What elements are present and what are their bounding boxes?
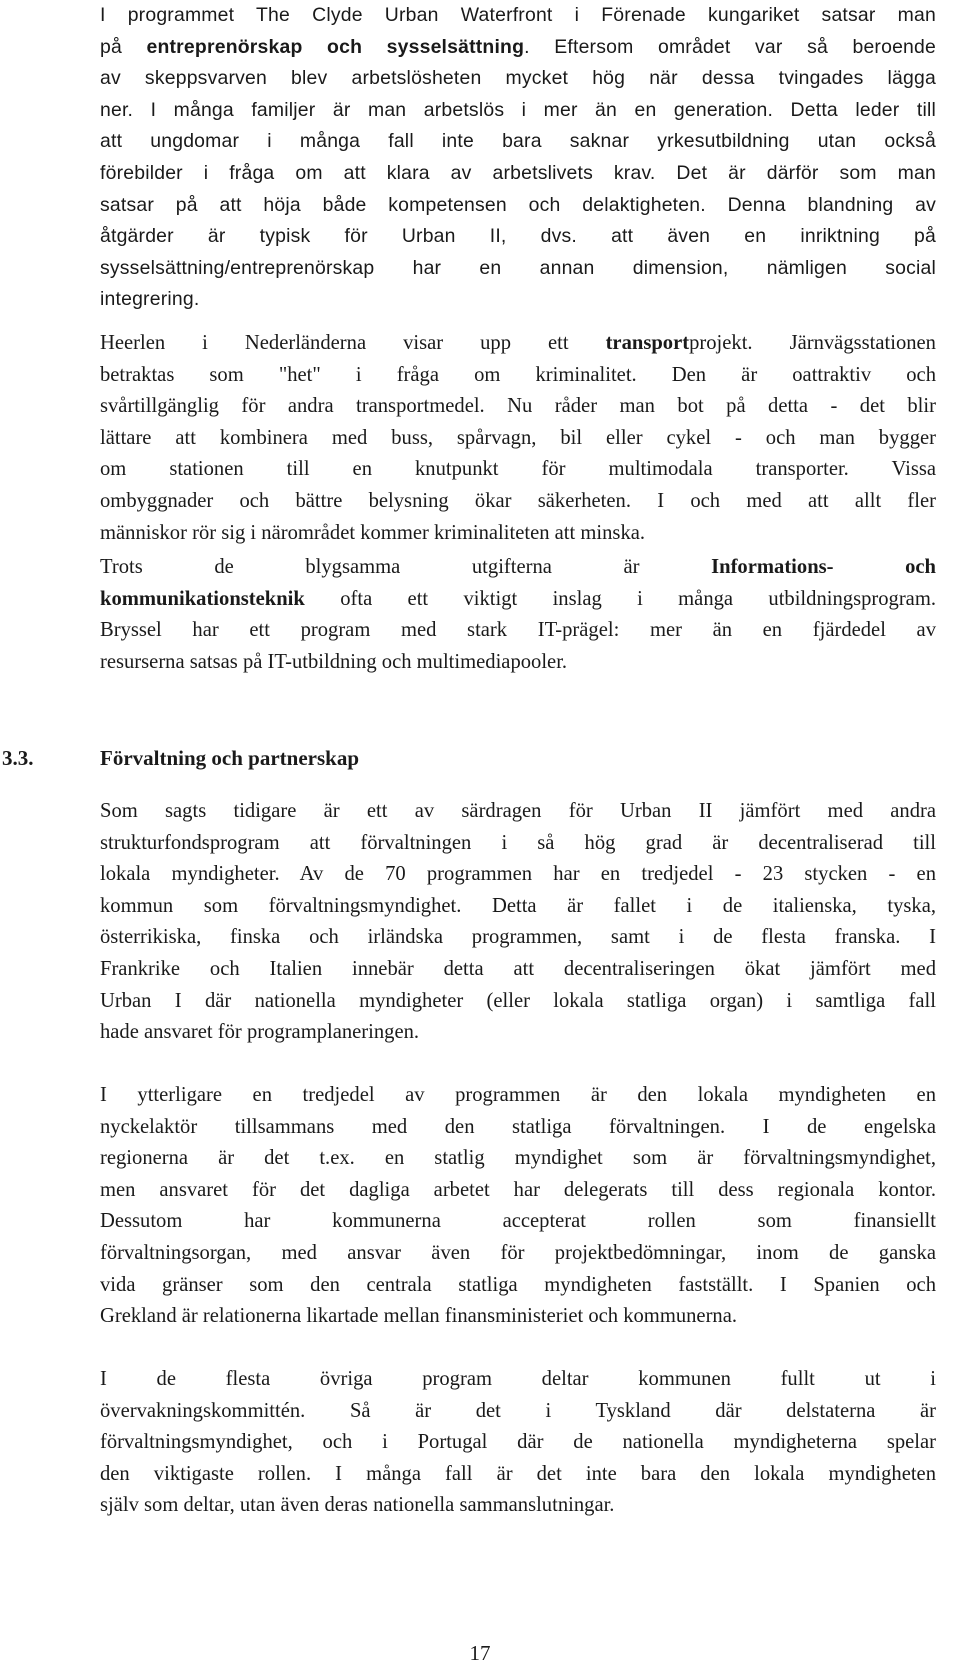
text-line bbox=[100, 986, 936, 1018]
text-run: men ansvaret för det dagliga arbetet har delegerats till dess regionala kontor. bbox=[100, 1178, 936, 1201]
paragraph-monitoring-committee bbox=[100, 1364, 936, 1522]
text-line bbox=[100, 1270, 936, 1302]
text-run: kommun som förvaltningsmyndighet. Detta är fallet i de italienska, tyska, bbox=[100, 894, 936, 917]
text-run: Dessutom har kommunerna accepterat rollen som finansiellt bbox=[100, 1210, 936, 1233]
text-run: integrering. bbox=[100, 288, 200, 311]
text-line bbox=[100, 1396, 936, 1428]
text-line bbox=[100, 32, 936, 64]
text-run: I programmet The Clyde Urban Waterfront i Förenade kungariket satsar man bbox=[100, 4, 936, 26]
text-line bbox=[100, 954, 936, 986]
text-run: . Eftersom området var så beroende bbox=[524, 35, 937, 58]
section-heading bbox=[0, 742, 960, 774]
section-title: Förvaltning och partnerskap bbox=[100, 746, 360, 770]
text-line bbox=[100, 828, 936, 860]
paragraph-clyde-waterfront bbox=[100, 0, 936, 316]
text-run: av skeppsvarven blev arbetslösheten mycket hög när dessa tvingades lägga bbox=[100, 67, 936, 90]
paragraph-heerlen-transport bbox=[100, 328, 936, 549]
text-line bbox=[100, 0, 936, 32]
text-run: åtgärder är typisk för Urban II, dvs. att även en inriktning på bbox=[100, 225, 936, 248]
text-line bbox=[100, 360, 936, 392]
text-line bbox=[100, 615, 936, 647]
text-line bbox=[100, 328, 936, 360]
text-line bbox=[100, 859, 936, 891]
text-line bbox=[100, 796, 936, 828]
text-run: nyckelaktör tillsammans med den statliga förvaltningen. I de engelska bbox=[100, 1115, 936, 1138]
text-run: sysselsättning/entreprenörskap har en annan dimension, nämligen social bbox=[100, 256, 936, 279]
text-run: hade ansvaret för programplaneringen. bbox=[100, 1021, 420, 1044]
text-run: att ungdomar i många fall inte bara saknar yrkesutbildning utan också bbox=[100, 130, 936, 153]
text-line bbox=[100, 391, 936, 423]
text-line bbox=[100, 221, 936, 253]
text-run: betraktas som "het" i fråga om kriminalitet. Den är oattraktiv och bbox=[100, 363, 936, 386]
text-line bbox=[100, 423, 936, 455]
text-line bbox=[100, 647, 936, 679]
text-line bbox=[100, 1490, 936, 1522]
text-line bbox=[100, 891, 936, 923]
text-run: den viktigaste rollen. I många fall är det inte bara den lokala myndigheten bbox=[100, 1462, 936, 1485]
text-run: förvaltningsorgan, med ansvar även för projektbedömningar, inom de ganska bbox=[100, 1241, 936, 1264]
text-line bbox=[100, 1459, 936, 1491]
text-run: strukturfondsprogram att förvaltningen i så hög grad är decentraliserad till bbox=[100, 831, 936, 854]
text-line bbox=[100, 63, 936, 95]
text-run: satsar på att höja både kompetensen och delaktigheten. Denna blandning av bbox=[100, 193, 936, 216]
text-line bbox=[100, 552, 936, 584]
text-line bbox=[100, 126, 936, 158]
text-line bbox=[100, 1112, 936, 1144]
text-run: Grekland är relationerna likartade mellan finansministeriet och kommunerna. bbox=[100, 1305, 738, 1328]
text-run: I de flesta övriga program deltar kommunen fullt ut i bbox=[100, 1368, 936, 1390]
text-run: regionerna är det t.ex. en statlig myndighet som är förvaltningsmyndighet, bbox=[100, 1147, 936, 1170]
text-line bbox=[100, 1206, 936, 1238]
text-run: projekt. Järnvägsstationen bbox=[689, 332, 936, 354]
text-run: resurserna satsas på IT-utbildning och multimediapooler. bbox=[100, 650, 568, 673]
text-run: lokala myndigheter. Av de 70 programmen har en tredjedel - 23 stycken - en bbox=[100, 863, 936, 886]
text-run: Heerlen i Nederländerna visar upp ett bbox=[100, 332, 606, 354]
text-line bbox=[100, 1238, 936, 1270]
text-run: övervakningskommittén. Så är det i Tyskland där delstaterna är bbox=[100, 1399, 936, 1422]
text-run: Trots de blygsamma utgifterna är bbox=[100, 556, 712, 578]
text-line bbox=[100, 486, 936, 518]
text-line bbox=[100, 95, 936, 127]
text-line bbox=[100, 1301, 936, 1333]
bold-text: Informations- och bbox=[711, 556, 936, 578]
paragraph-ict bbox=[100, 552, 936, 678]
text-run: I ytterligare en tredjedel av programmen är den lokala myndigheten en bbox=[100, 1084, 936, 1106]
text-run: svårtillgänglig för andra transportmedel. Nu råder man bot på detta - det blir bbox=[100, 395, 936, 418]
text-run: österrikiska, finska och irländska programmen, samt i de flesta franska. I bbox=[100, 926, 936, 949]
text-line bbox=[100, 1080, 936, 1112]
text-run: om stationen till en knutpunkt för multimodala transporter. Vissa bbox=[100, 458, 936, 481]
text-line bbox=[100, 190, 936, 222]
text-line bbox=[100, 454, 936, 486]
text-line bbox=[100, 584, 936, 616]
text-line bbox=[100, 253, 936, 285]
text-line bbox=[100, 1427, 936, 1459]
text-line bbox=[100, 518, 936, 550]
text-line bbox=[100, 158, 936, 190]
text-line bbox=[100, 1364, 936, 1396]
text-run: ombyggnader och bättre belysning ökar säkerheten. I och med att allt fler bbox=[100, 489, 936, 512]
text-run: människor rör sig i närområdet kommer kriminaliteten att minska. bbox=[100, 521, 646, 544]
text-run: Frankrike och Italien innebär detta att decentraliseringen ökat jämfört med bbox=[100, 957, 936, 980]
text-run: Som sagts tidigare är ett av särdragen för Urban II jämfört med andra bbox=[100, 800, 936, 822]
text-run: ofta ett viktigt inslag i många utbildningsprogram. bbox=[304, 587, 936, 610]
text-run: förebilder i fråga om att klara av arbetslivets krav. Det är därför som man bbox=[100, 161, 936, 184]
text-run: själv som deltar, utan även deras nationella sammanslutningar. bbox=[100, 1494, 615, 1517]
text-run: Urban I där nationella myndigheter (eller lokala statliga organ) i samtliga fall bbox=[100, 989, 936, 1012]
paragraph-governance-decentralisation bbox=[100, 796, 936, 1049]
page-number: 17 bbox=[469, 1641, 491, 1665]
bold-text: entreprenörskap och sysselsättning bbox=[146, 35, 525, 58]
text-run: förvaltningsmyndighet, och i Portugal där de nationella myndigheterna spelar bbox=[100, 1431, 936, 1454]
text-line bbox=[100, 284, 936, 316]
text-run: Bryssel har ett program med stark IT-prägel: mer än en fjärdedel av bbox=[100, 619, 936, 642]
bold-text: transport bbox=[605, 332, 690, 354]
text-line bbox=[100, 1175, 936, 1207]
section-number: 3.3. bbox=[2, 746, 34, 770]
paragraph-key-actor bbox=[100, 1080, 936, 1333]
text-run: på bbox=[100, 35, 147, 58]
text-run: ner. I många familjer är man arbetslös i mer än en generation. Detta leder till bbox=[100, 98, 936, 121]
bold-text: kommunikationsteknik bbox=[100, 587, 305, 610]
text-line bbox=[100, 922, 936, 954]
text-line bbox=[100, 1143, 936, 1175]
text-run: vida gränser som den centrala statliga myndigheten fastställt. I Spanien och bbox=[100, 1273, 936, 1296]
text-line bbox=[100, 1017, 936, 1049]
text-run: lättare att kombinera med buss, spårvagn, bil eller cykel - och man bygger bbox=[100, 426, 936, 449]
